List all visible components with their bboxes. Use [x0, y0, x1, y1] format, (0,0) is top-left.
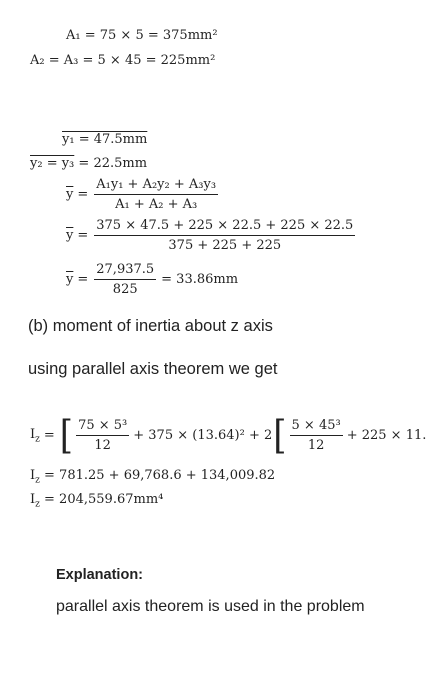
- inertia-tail-term: + 225 × 11.: [346, 428, 427, 443]
- centroid-y1-text: y₁ = 47.5mm: [62, 132, 148, 147]
- explanation-body: parallel axis theorem is used in the problem: [56, 598, 365, 615]
- left-bracket: [: [59, 412, 74, 459]
- inertia-fraction-flange: [76, 418, 129, 453]
- fraction-numerator: A₁y₁ + A₂y₂ + A₃y₃: [94, 177, 218, 195]
- ybar-substitution: [66, 218, 357, 253]
- ybar-symbol: $\overline{y}$: [66, 187, 74, 202]
- area-a2-a3-equation: A₂ = A₃ = 5 × 45 = 225mm²: [30, 53, 216, 68]
- equals-sign: =: [77, 187, 89, 202]
- inertia-line3-rhs: = 204,559.67mm⁴: [44, 492, 164, 507]
- left-bracket: [: [273, 412, 287, 459]
- inertia-middle-term: + 375 × (13.64)² + 2: [133, 428, 273, 443]
- equals-sign: =: [78, 156, 90, 171]
- section-heading: (b) moment of inertia about z axis: [28, 317, 273, 335]
- section-subheading: using parallel axis theorem we get: [28, 360, 278, 378]
- fraction-denominator: 825: [112, 282, 138, 297]
- fraction-numerator: 27,937.5: [94, 262, 156, 280]
- equals-sign: =: [43, 428, 55, 443]
- fraction-numerator: 5 × 45³: [290, 418, 343, 436]
- fraction-numerator: 75 × 5³: [76, 418, 129, 436]
- equals-sign: =: [77, 228, 89, 243]
- ybar-result-value: = 33.86mm: [161, 272, 239, 287]
- inertia-fraction-web: [290, 418, 343, 453]
- inertia-equation-line3: [30, 492, 163, 510]
- ybar-formula-fraction: [94, 177, 218, 212]
- inertia-equation-line2: [30, 468, 275, 486]
- inertia-line2-rhs: = 781.25 + 69,768.6 + 134,009.82: [44, 468, 276, 483]
- fraction-denominator: 12: [307, 438, 325, 453]
- ybar-symbol: $\overline{y}$: [66, 272, 74, 287]
- iz-symbol: $I_z$: [30, 492, 40, 510]
- ybar-substitution-fraction: [94, 218, 355, 253]
- ybar-result: [66, 262, 238, 297]
- centroid-y2-y3-equation: [30, 156, 147, 171]
- equals-sign: =: [77, 272, 89, 287]
- fraction-numerator: 375 × 47.5 + 225 × 22.5 + 225 × 22.5: [94, 218, 355, 236]
- centroid-y2-y3-value: 22.5mm: [93, 156, 148, 171]
- iz-symbol: $I_z$: [30, 468, 40, 486]
- ybar-formula: [66, 177, 220, 212]
- fraction-denominator: A₁ + A₂ + A₃: [115, 197, 198, 212]
- centroid-y2-y3-label: y₂ = y₃: [30, 156, 75, 171]
- area-a1-equation: A₁ = 75 × 5 = 375mm²: [66, 28, 218, 43]
- ybar-result-fraction: [94, 262, 156, 297]
- inertia-equation-line1: [30, 412, 427, 459]
- fraction-denominator: 375 + 225 + 225: [168, 238, 282, 253]
- iz-symbol: $I_z$: [30, 426, 40, 445]
- explanation-title: Explanation:: [56, 567, 144, 583]
- ybar-symbol: $\overline{y}$: [66, 228, 74, 243]
- fraction-denominator: 12: [94, 438, 111, 453]
- centroid-y1-equation: [62, 132, 147, 147]
